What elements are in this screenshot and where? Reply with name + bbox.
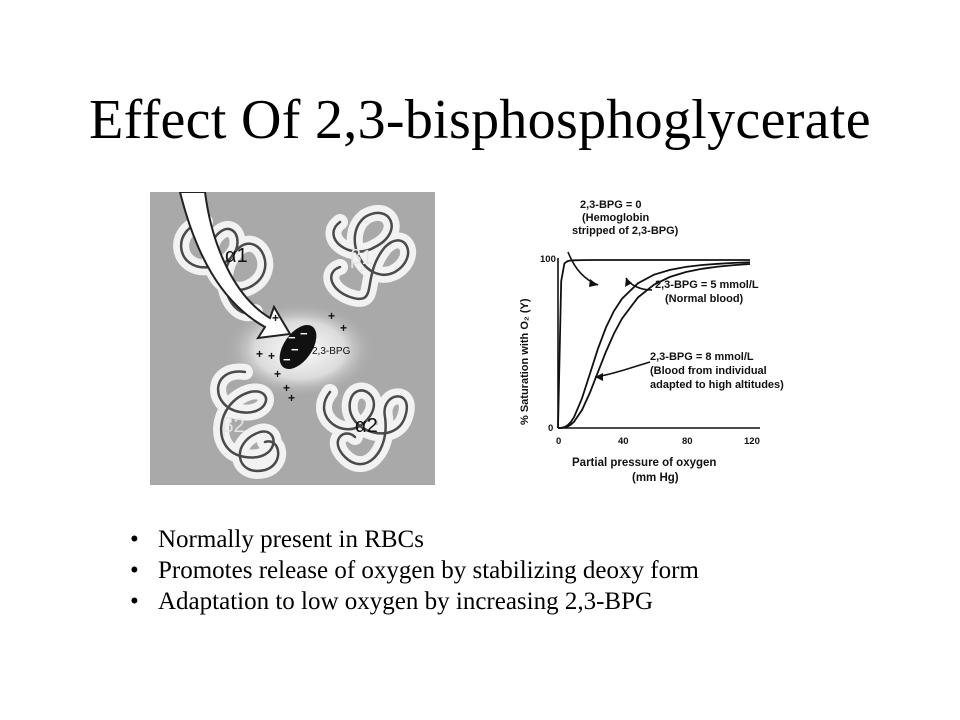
x-tick-label: 0 [556, 436, 562, 447]
bullet-list [130, 524, 699, 617]
positive-charge-icon: + [274, 367, 282, 381]
y-tick-label: 0 [548, 423, 554, 434]
positive-charge-icon: + [328, 309, 336, 323]
annotation-bpg8: 2,3-BPG = 8 mmol/L (Blood from individual adapted to high altitudes) [650, 351, 784, 391]
bpg-label: 2,3-BPG [312, 346, 351, 357]
bullet-item: • Normally present in RBCs [130, 524, 699, 555]
bullet-item: • Adaptation to low oxygen by increasing 2,3-BPG [130, 586, 699, 617]
x-axis-label: Partial pressure of oxygen (mm Hg) [572, 457, 717, 484]
positive-charge-icon: + [283, 381, 291, 395]
x-tick-label: 120 [744, 436, 760, 447]
annotation-bpg0: 2,3-BPG = 0 (Hemoglobin stripped of 2,3-BPG) [572, 199, 679, 237]
slide-title: Effect Of 2,3-bisphosphoglycerate [89, 89, 871, 151]
hemoglobin-structure-figure [150, 192, 435, 485]
subunit-label-beta1: β1 [350, 247, 373, 269]
positive-charge-icon: + [272, 311, 280, 325]
subunit-label-beta2: β2 [222, 415, 245, 437]
saturation-curve-figure [500, 190, 800, 490]
positive-charge-icon: + [288, 391, 296, 405]
annotation-bpg5: 2,3-BPG = 5 mmol/L (Normal blood) [655, 279, 759, 305]
negative-charge-icon: − [291, 342, 299, 357]
positive-charge-icon: + [340, 321, 348, 335]
x-tick-label: 80 [682, 436, 693, 447]
y-tick-label: 100 [540, 254, 556, 265]
positive-charge-icon: + [268, 349, 276, 363]
subunit-label-alpha1: α1 [225, 245, 248, 267]
hemoglobin-structure-svg [150, 192, 435, 485]
y-axis-label: % Saturation with O₂ (Y) [519, 298, 531, 425]
x-tick-label: 40 [618, 436, 629, 447]
negative-charge-icon: − [300, 326, 308, 341]
subunit-label-alpha2: α2 [355, 415, 378, 437]
negative-charge-icon: − [283, 352, 291, 367]
positive-charge-icon: + [256, 347, 264, 361]
bullet-item: • Promotes release of oxygen by stabilizing deoxy form [130, 555, 699, 586]
saturation-curve-svg [500, 190, 800, 490]
negative-charge-icon: − [288, 330, 296, 345]
